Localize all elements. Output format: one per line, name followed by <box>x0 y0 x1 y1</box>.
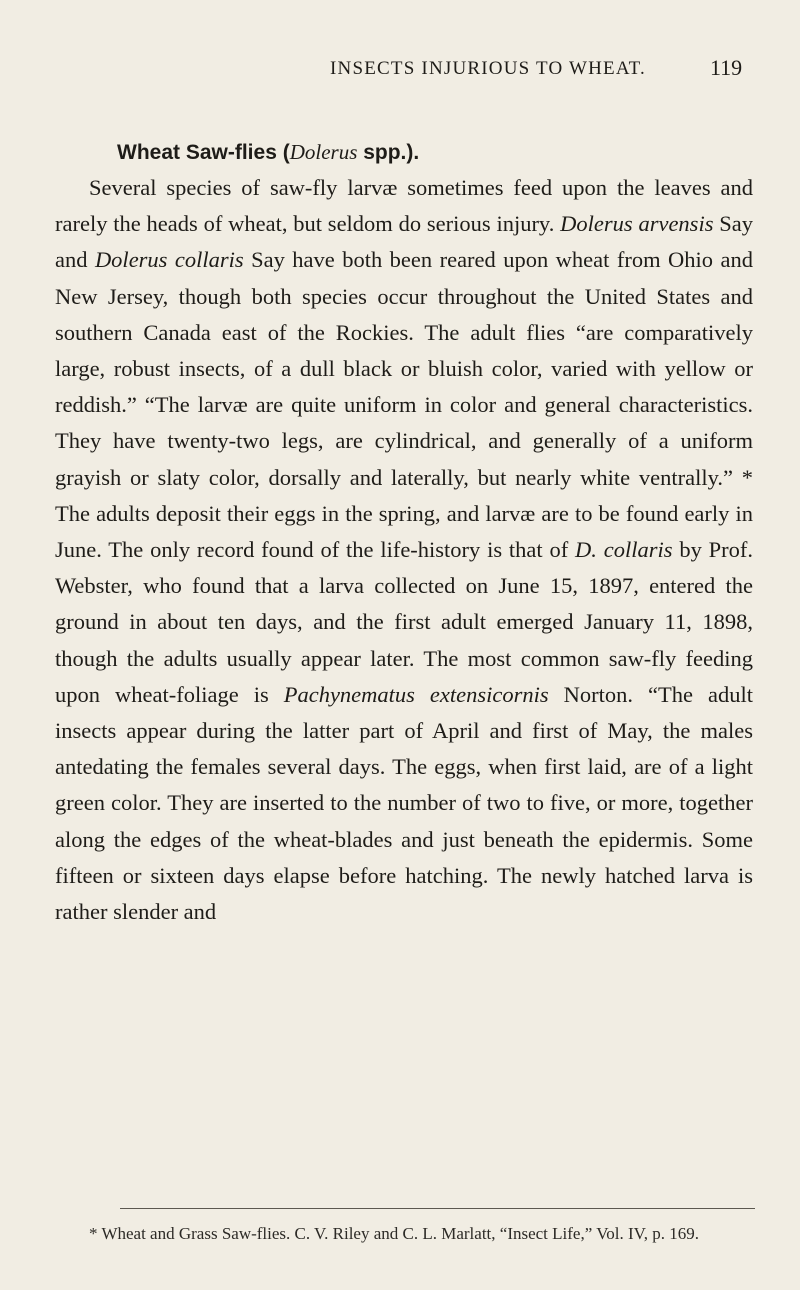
text-run: by Prof. Webster, who found that a larva collected on June 15, 1897, entered the ground in about ten days, and the first adult emerged January 11, 1898, though the adults usually appear later. The most common saw-fly feeding upon wheat-foliage is <box>55 537 754 707</box>
species-name: D. collaris <box>575 537 673 563</box>
section-heading <box>117 140 419 165</box>
heading-main: Wheat Saw-flies ( <box>117 141 290 164</box>
footnote-text: * Wheat and Grass Saw-flies. C. V. Riley and C. L. Marlatt, “Insect Life,” Vol. IV, p. 169. <box>89 1224 700 1243</box>
species-name: Dolerus collaris <box>94 247 244 273</box>
heading-end: spp.). <box>357 141 420 164</box>
running-title: INSECTS INJURIOUS TO WHEAT. <box>330 58 647 79</box>
page-number: 119 <box>710 55 743 80</box>
running-head <box>0 52 800 92</box>
text-run: Norton. “The adult insects appear during the latter part of April and first of May, the males antedating the females several days. The eggs, when first laid, are of a light green color. They are inserted to the number of two to five, or more, together along the edges of the wheat-blades and just beneath the epidermis. Some fifteen or sixteen days elapse before hatching. The newly hatched larva is rather slender and <box>55 681 753 925</box>
footnote-divider <box>120 1208 755 1209</box>
text-run: Several species of saw-fly larvæ sometimes feed upon the leaves and rarely the heads of wheat, but seldom do serious injury. <box>55 175 753 237</box>
species-name: Pachynematus extensicornis <box>283 681 549 707</box>
main-paragraph <box>55 170 753 930</box>
body-text <box>55 170 753 930</box>
heading-genus: Dolerus <box>289 140 358 164</box>
text-run: Say have both been reared upon wheat from Ohio and New Jersey, though both species occur throughout the United States and southern Canada east of the Rockies. The adult flies “are comparatively large, robust insects, of a dull black or bluish color, varied with yellow or reddish.” “The larvæ are quite uniform in color and general characteristics. They have twenty-two legs, are cylindrical, and generally of a uniform grayish or slaty color, dorsally and laterally, but nearly white ventrally.” * The adults deposit their eggs in the spring, and larvæ are to be found early in June. The only record found of the life-history is that of <box>55 247 753 563</box>
species-name: Dolerus arvensis <box>560 211 714 237</box>
footnote <box>55 1222 753 1245</box>
text-run: Say and <box>55 211 754 273</box>
